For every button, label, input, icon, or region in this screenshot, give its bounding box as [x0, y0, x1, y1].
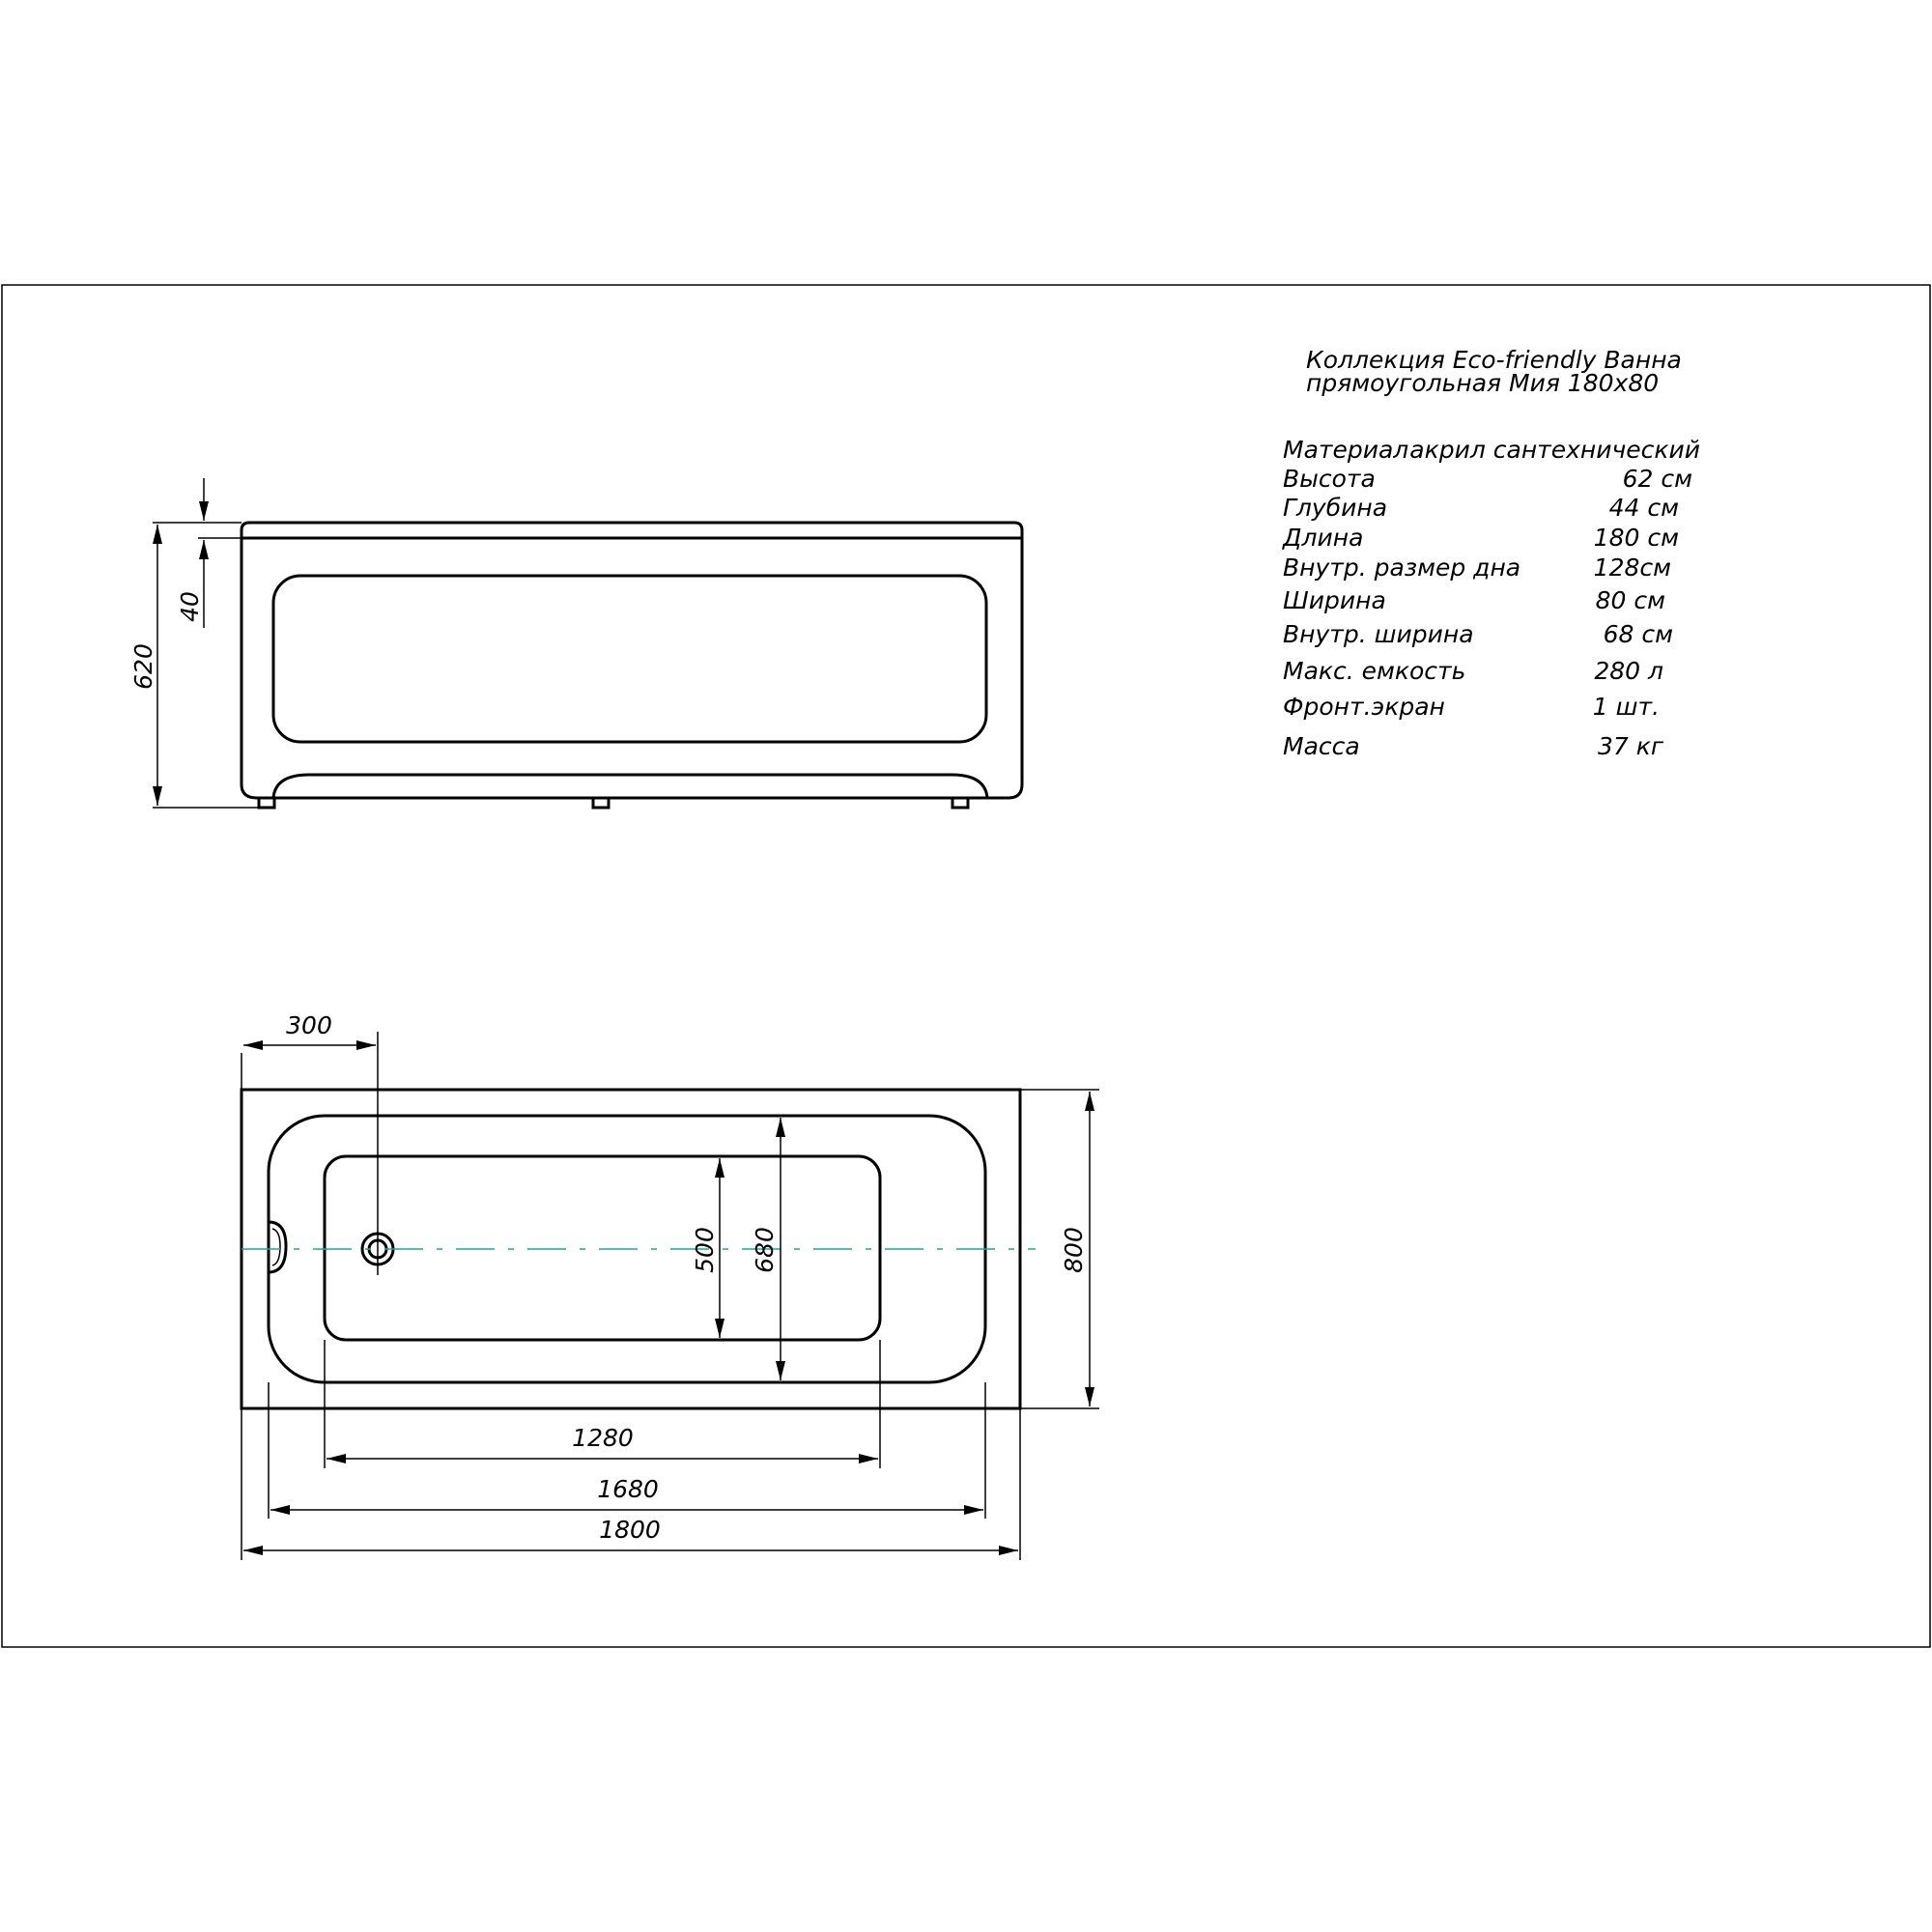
title-line-2: прямоугольная Мия 180х80: [1306, 369, 1660, 397]
spec-value-8: 1 шт.: [1592, 693, 1660, 721]
overflow-icon: [269, 1222, 286, 1272]
dim-label-620: 620: [129, 643, 157, 690]
dim-label-300: 300: [286, 1011, 332, 1039]
info-block: [1282, 346, 1700, 760]
dim-label-1680: 1680: [597, 1475, 659, 1503]
dim-label-680: 680: [751, 1227, 779, 1273]
front-foot-right: [952, 798, 968, 808]
spec-label-3: Длина: [1283, 524, 1364, 552]
spec-label-0: Материал: [1283, 436, 1409, 464]
dim-label-40: 40: [176, 591, 204, 622]
spec-value-4: 128см: [1593, 554, 1671, 582]
dim-label-800: 800: [1060, 1227, 1088, 1273]
spec-value-1: 62 см: [1622, 465, 1692, 493]
front-base-curve: [273, 775, 987, 798]
title-line-1: Коллекция Eco-friendly Ванна: [1306, 346, 1682, 374]
dim-label-500: 500: [691, 1227, 719, 1273]
front-view: [129, 478, 1022, 808]
front-foot-middle: [593, 798, 609, 808]
front-body-outline: [242, 523, 1022, 798]
overflow-inner: [272, 1229, 280, 1265]
dim-label-1280: 1280: [572, 1424, 634, 1452]
spec-label-7: Макс. емкость: [1283, 657, 1466, 685]
spec-label-4: Внутр. размер дна: [1283, 554, 1521, 582]
spec-label-9: Масса: [1283, 732, 1360, 760]
front-panel-inset: [273, 576, 986, 742]
spec-value-5: 80 см: [1595, 586, 1665, 614]
spec-label-8: Фронт.экран: [1283, 693, 1445, 721]
spec-value-2: 44 см: [1608, 494, 1679, 522]
front-foot-left: [259, 798, 274, 808]
spec-label-1: Высота: [1283, 465, 1376, 493]
spec-value-9: 37 кг: [1598, 732, 1663, 760]
spec-label-6: Внутр. ширина: [1283, 620, 1474, 648]
dim-label-1800: 1800: [599, 1516, 661, 1544]
spec-value-6: 68 см: [1603, 620, 1673, 648]
spec-value-7: 280 л: [1594, 657, 1663, 685]
top-bowl-bottom: [325, 1156, 880, 1340]
spec-label-5: Ширина: [1283, 586, 1386, 614]
spec-value-3: 180 см: [1593, 524, 1679, 552]
spec-label-2: Глубина: [1283, 494, 1388, 522]
top-view: [242, 1011, 1099, 1560]
spec-value-0: акрил сантехнический: [1409, 436, 1700, 464]
